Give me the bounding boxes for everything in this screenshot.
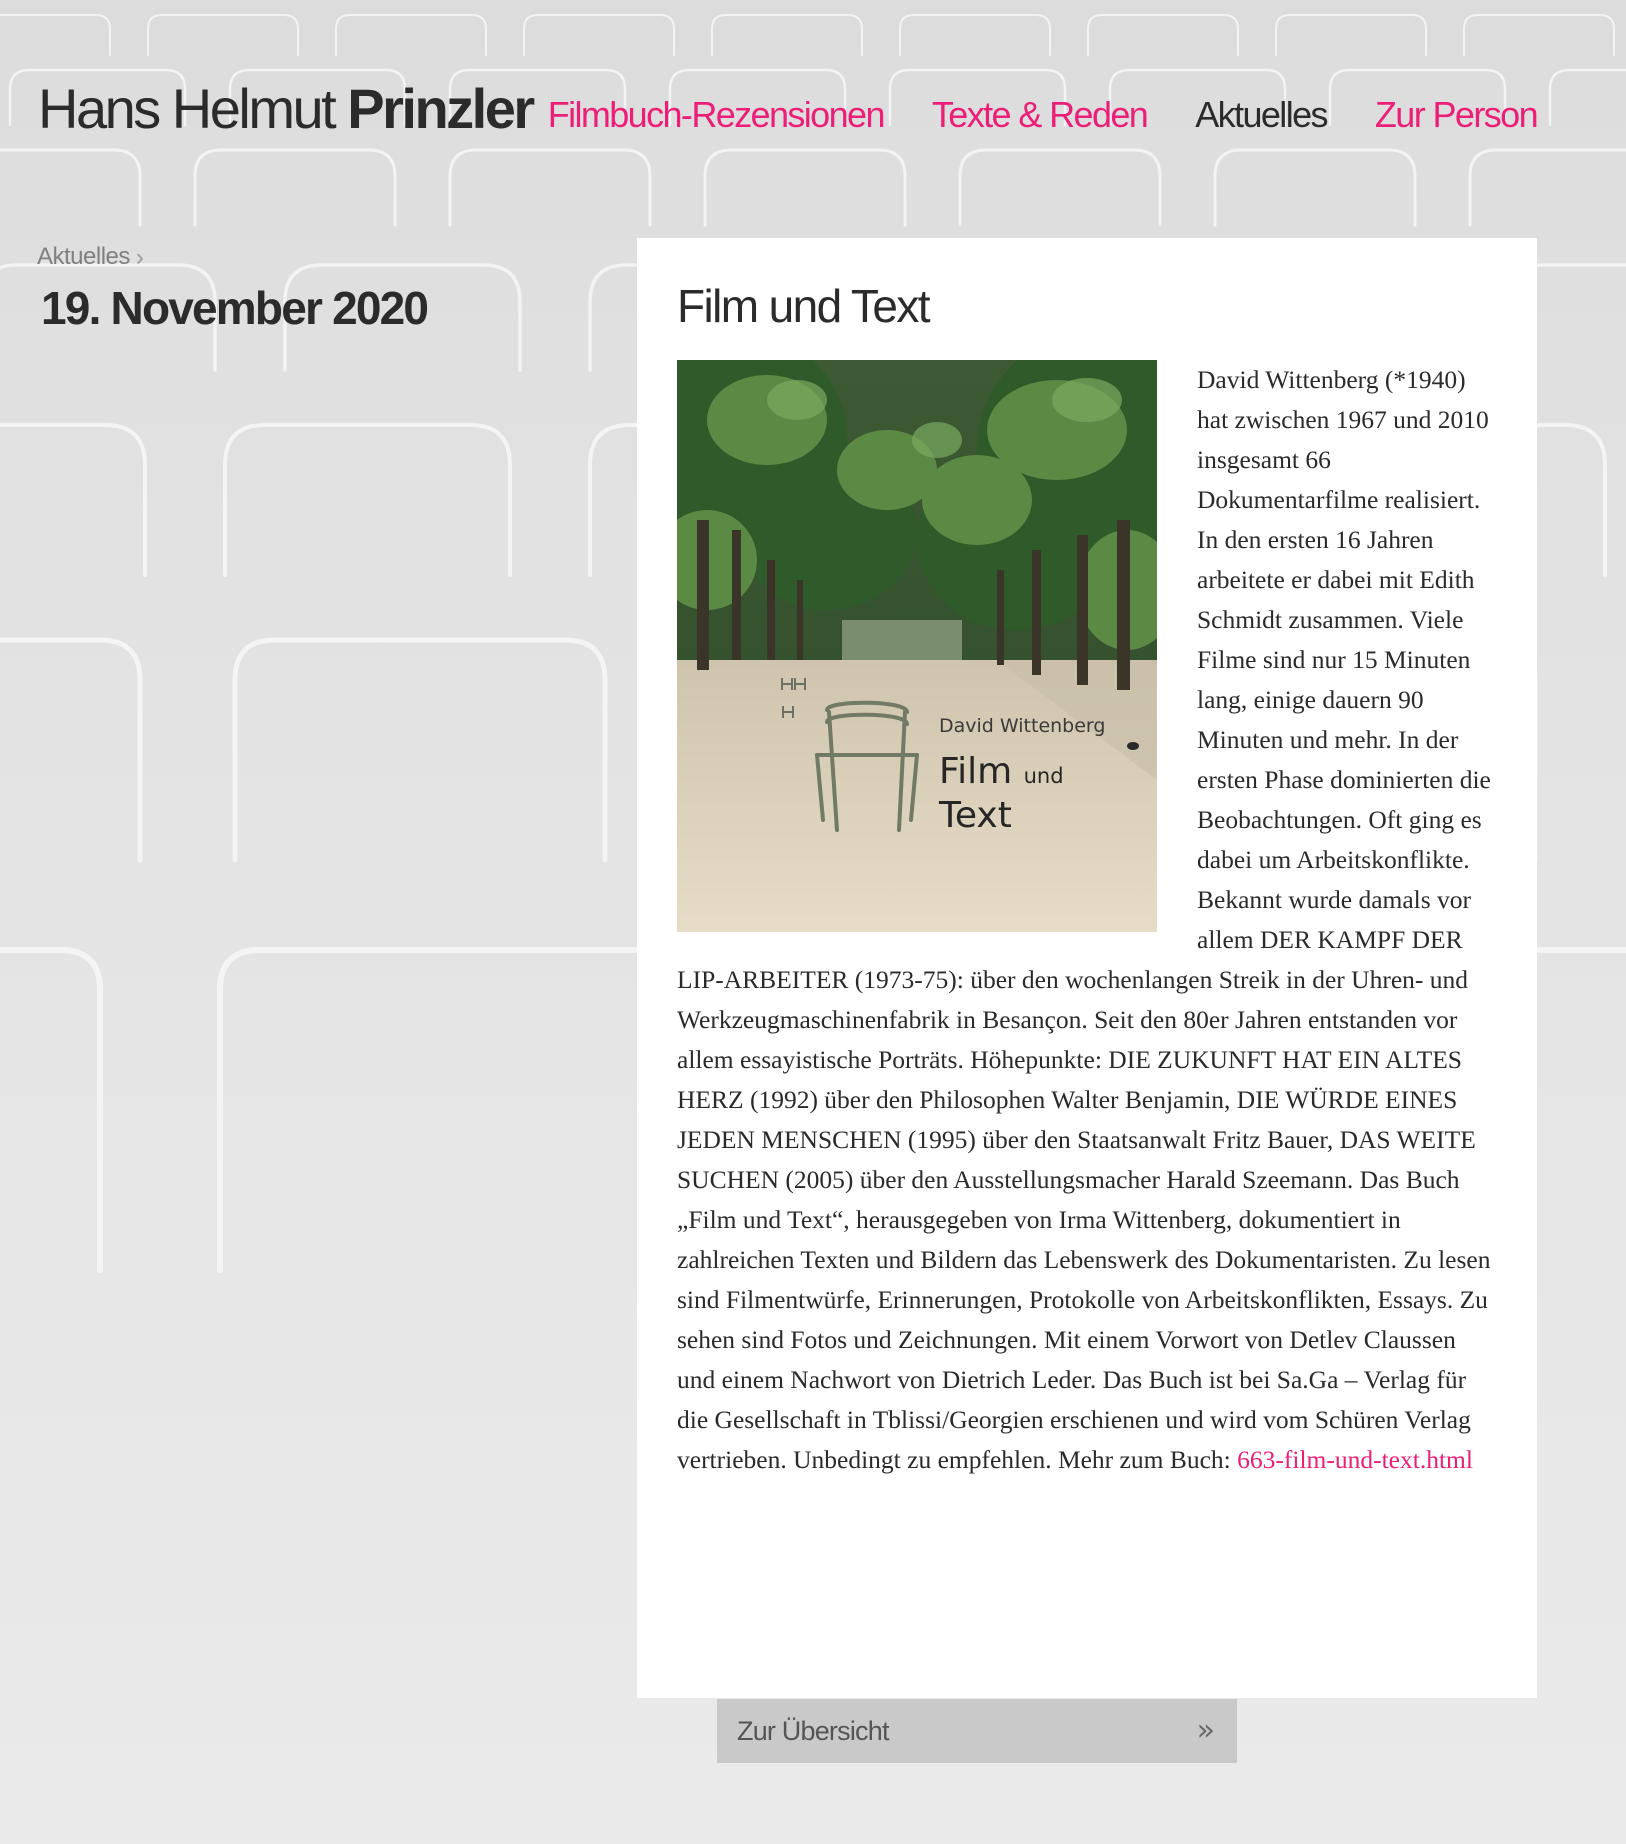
article-title: Film und Text xyxy=(677,280,929,332)
article-link-more[interactable]: 663-film-und-text.html xyxy=(1237,1445,1473,1474)
nav-link-texte-reden[interactable]: Texte & Reden xyxy=(931,94,1148,135)
article-text: David Wittenberg (*1940) hat zwischen 1967 und 2010 insgesamt 66 Dokumentarfilme realisiert. In den ersten 16 Jahren arbeitete er dabei mit Edith Schmidt zusammen. Viele Filme sind nur 15 Minuten lang, einige dauern 90 Minuten und mehr. In der ersten Phase dominierten die Beobachtungen. Oft ging es dabei um Arbeitskonflikte. Bekannt wurde damals vor allem DER KAMPF DER LIP-ARBEITER (1973-75): über den wochenlangen Streik in der Uhren- und Werkzeugmaschinenfabrik in Besançon. Seit den 80er Jahren entstanden vor allem essayistische Porträts. Höhepunkte: DIE ZUKUNFT HAT EIN ALTES HERZ (1992) über den Philosophen Walter Benjamin, DIE WÜRDE EINES JEDEN MENSCHEN (1995) über den Staatsanwalt Fritz Bauer, DAS WEITE SUCHEN (2005) über den Ausstellungsmacher Harald Szeemann. Das Buch „Film und Text“, herausgegeben von Irma Wittenberg, dokumentiert in zahlreichen Texten und Bildern das Lebenswerk des Dokumentaristen. Zu lesen sind Filmentwürfe, Erinnerungen, Protokolle von Arbeitskonflikten, Essays. Zu sehen sind Fotos und Zeichnungen. Mit einem Vorwort von Detlev Claussen und einem Nachwort von Dietrich Leder. Das Buch ist bei Sa.Ga – Verlag für die Gesellschaft in Tblissi/Georgien erschienen und wird vom Schüren Verlag vertrieben. Unbedingt zu empfehlen. Mehr zum Buch: xyxy=(677,365,1491,1474)
article-body xyxy=(677,360,1497,1480)
book-cover-title-line2: Text xyxy=(939,795,1012,836)
site-title[interactable] xyxy=(38,74,533,144)
nav-link-aktuelles[interactable]: Aktuelles xyxy=(1195,94,1327,135)
breadcrumb xyxy=(37,240,427,274)
site-title-bold: Prinzler xyxy=(347,77,533,140)
left-column xyxy=(37,240,427,338)
book-cover-title-line1: Film xyxy=(939,751,1013,792)
book-cover-title-und: und xyxy=(1023,764,1064,788)
breadcrumb-link-aktuelles[interactable]: Aktuelles xyxy=(37,243,130,270)
book-cover-image xyxy=(677,360,1157,932)
book-cover-photo xyxy=(677,360,1157,932)
overview-button[interactable] xyxy=(717,1699,1237,1763)
book-cover-author: David Wittenberg xyxy=(939,715,1106,737)
double-chevron-right-icon: » xyxy=(1196,1713,1215,1748)
chevron-right-icon: › xyxy=(135,244,144,271)
nav-link-filmbuch-rezensionen[interactable]: Filmbuch-Rezensionen xyxy=(547,94,884,135)
article-card xyxy=(637,238,1537,1698)
post-date: 19. November 2020 xyxy=(41,282,428,334)
main-navigation xyxy=(548,88,1537,142)
site-title-regular: Hans Helmut xyxy=(38,77,335,140)
overview-button-label: Zur Übersicht xyxy=(737,1715,889,1746)
site-header xyxy=(0,0,1626,200)
nav-link-zur-person[interactable]: Zur Person xyxy=(1374,94,1537,135)
book-cover-title xyxy=(939,752,1064,836)
